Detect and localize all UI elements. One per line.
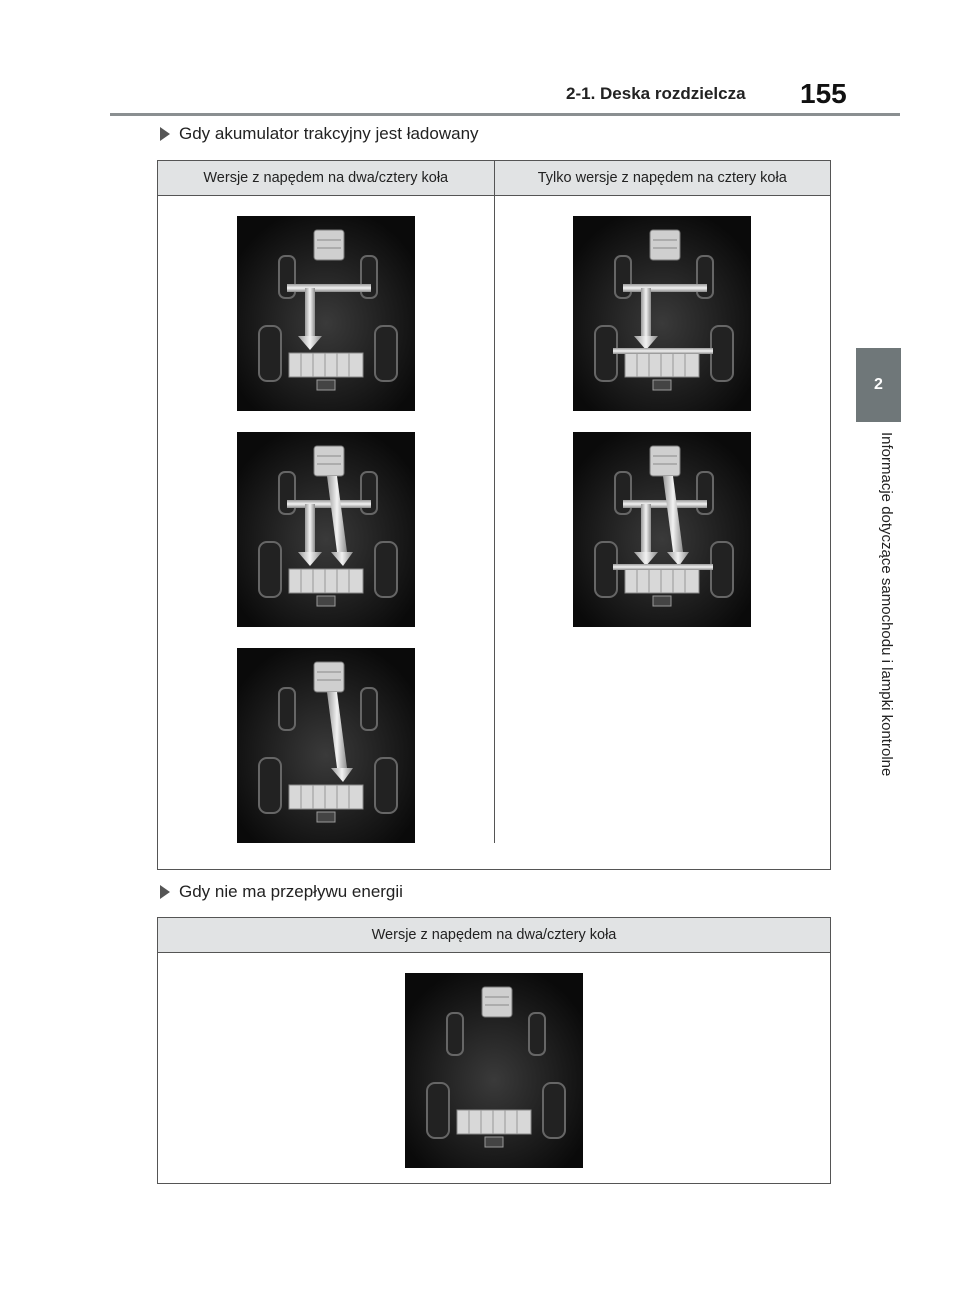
charging-table	[157, 160, 831, 870]
column-header-4wd-only: Tylko wersje z napędem na cztery koła	[494, 161, 831, 195]
column-4wd-only	[494, 196, 831, 843]
table-header-row	[158, 918, 830, 953]
energy-flow-diagram-no-flow	[405, 973, 583, 1168]
section-heading-charging	[160, 124, 479, 144]
column-2wd-4wd	[158, 196, 494, 843]
column-header-2wd-4wd: Wersje z napędem na dwa/cztery koła	[203, 170, 449, 186]
table-header-row	[158, 161, 830, 196]
section-title: 2-1. Deska rozdzielcza	[566, 84, 746, 103]
section-heading-text: Gdy akumulator trakcyjny jest ładowany	[179, 124, 479, 143]
page-number: 155	[800, 78, 847, 109]
triangle-bullet-icon	[160, 885, 170, 899]
chapter-tab: 2	[856, 348, 901, 422]
table-body	[158, 953, 830, 1168]
energy-flow-diagram-front-charging	[237, 216, 415, 411]
column-2wd-4wd	[158, 953, 830, 1168]
no-flow-table	[157, 917, 831, 1184]
energy-flow-diagram-front-rear-charging	[573, 216, 751, 411]
header-rule	[110, 113, 900, 116]
energy-flow-diagram-front-engine-charging	[237, 432, 415, 627]
chapter-title: Informacje dotyczące samochodu i lampki kontrolne	[878, 432, 895, 777]
table-body	[158, 196, 830, 843]
energy-flow-diagram-all-charging	[573, 432, 751, 627]
triangle-bullet-icon	[160, 127, 170, 141]
section-heading-no-flow	[160, 882, 403, 902]
column-header-2wd-4wd: Wersje z napędem na dwa/cztery koła	[371, 927, 617, 943]
energy-flow-diagram-engine-charging	[237, 648, 415, 843]
section-heading-text: Gdy nie ma przepływu energii	[179, 882, 403, 901]
